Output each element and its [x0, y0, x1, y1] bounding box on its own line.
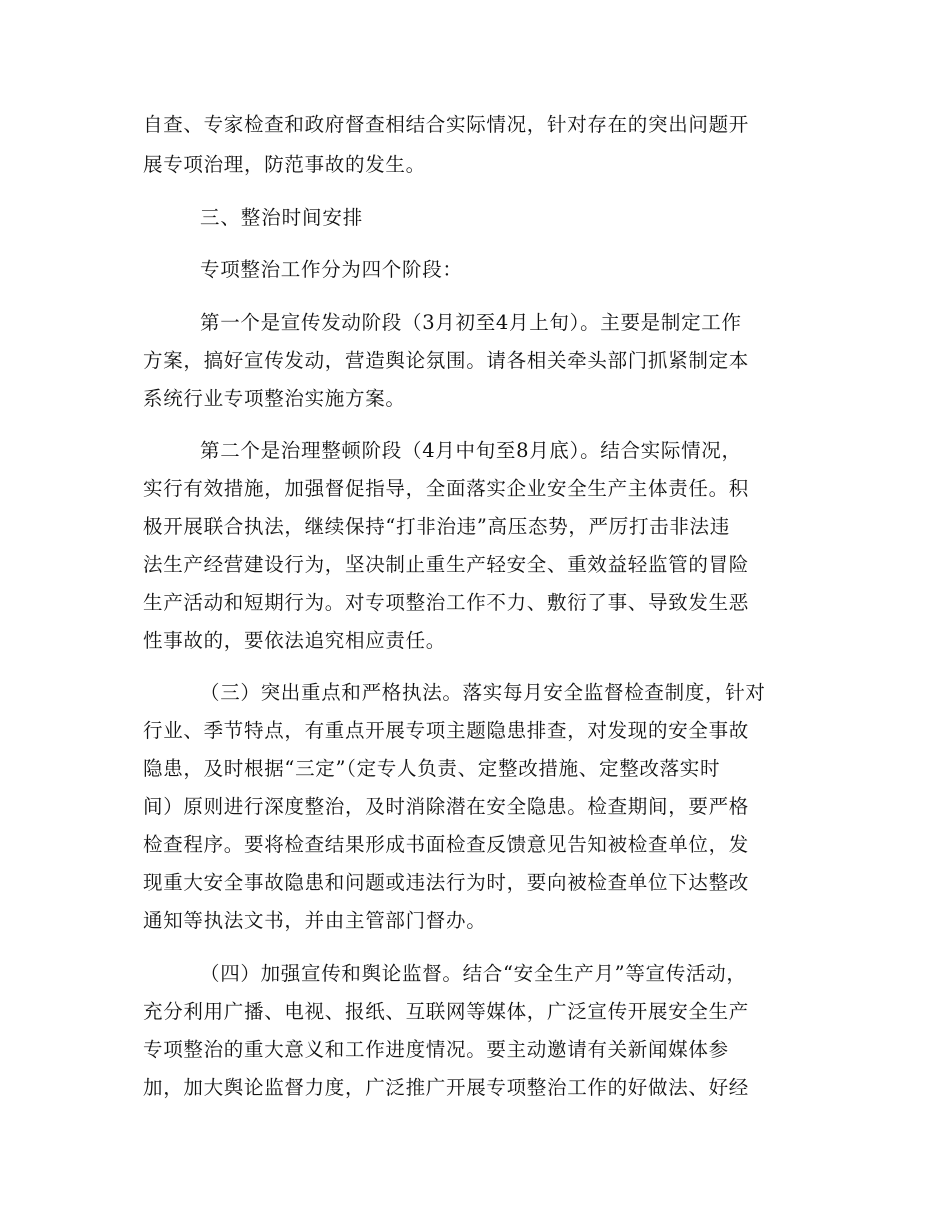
text-line: （四）加强宣传和舆论监督。结合“安全生产月”等宣传活动，	[200, 962, 747, 985]
text-line: 自查、专家检查和政府督查相结合实际情况，针对存在的突出问题开	[143, 113, 750, 136]
text-line: 实行有效措施，加强督促指导，全面落实企业安全生产主体责任。积	[143, 477, 750, 500]
text-line: 第一个是宣传发动阶段（3月初至4月上旬）。主要是制定工作	[200, 311, 742, 334]
text-line: 隐患，及时根据“三定”（定专人负责、定整改措施、定整改落实时	[143, 757, 721, 780]
text-line: 第二个是治理整顿阶段（4月中旬至8月底）。结合实际情况，	[200, 439, 742, 462]
text-line: （三）突出重点和严格执法。落实每月安全监督检查制度，针对	[200, 681, 766, 704]
text-line: 方案，搞好宣传发动，营造舆论氛围。请各相关牵头部门抓紧制定本	[143, 349, 750, 372]
text-line: 专项整治工作分为四个阶段：	[200, 258, 463, 281]
text-line: 充分利用广播、电视、报纸、互联网等媒体，广泛宣传开展安全生产	[143, 1000, 750, 1023]
text-line: 间）原则进行深度整治，及时消除潜在安全隐患。检查期间，要严格	[143, 795, 750, 818]
section-title: 三、整治时间安排	[200, 206, 364, 229]
text-line: 现重大安全事故隐患和问题或违法行为时，要向被检查单位下达整改	[143, 871, 750, 894]
text-line: 生产活动和短期行为。对专项整治工作不力、敷衍了事、导致发生恶	[143, 591, 750, 614]
text-line: 极开展联合执法，继续保持“打非治违”高压态势，严厉打击非法违	[143, 515, 730, 538]
text-line: 性事故的，要依法追究相应责任。	[143, 629, 447, 652]
text-line: 展专项治理，防范事故的发生。	[143, 153, 426, 176]
text-line: 加，加大舆论监督力度，广泛推广开展专项整治工作的好做法、好经	[143, 1076, 750, 1099]
text-line: 系统行业专项整治实施方案。	[143, 387, 406, 410]
text-line: 通知等执法文书，并由主管部门督办。	[143, 909, 487, 932]
text-line: 行业、季节特点，有重点开展专项主题隐患排查，对发现的安全事故	[143, 719, 750, 742]
text-line: 法生产经营建设行为，坚决制止重生产轻安全、重效益轻监管的冒险	[143, 553, 750, 576]
text-line: 专项整治的重大意义和工作进度情况。要主动邀请有关新闻媒体参	[143, 1038, 729, 1061]
text-line: 检查程序。要将检查结果形成书面检查反馈意见告知被检查单位，发	[143, 833, 750, 856]
